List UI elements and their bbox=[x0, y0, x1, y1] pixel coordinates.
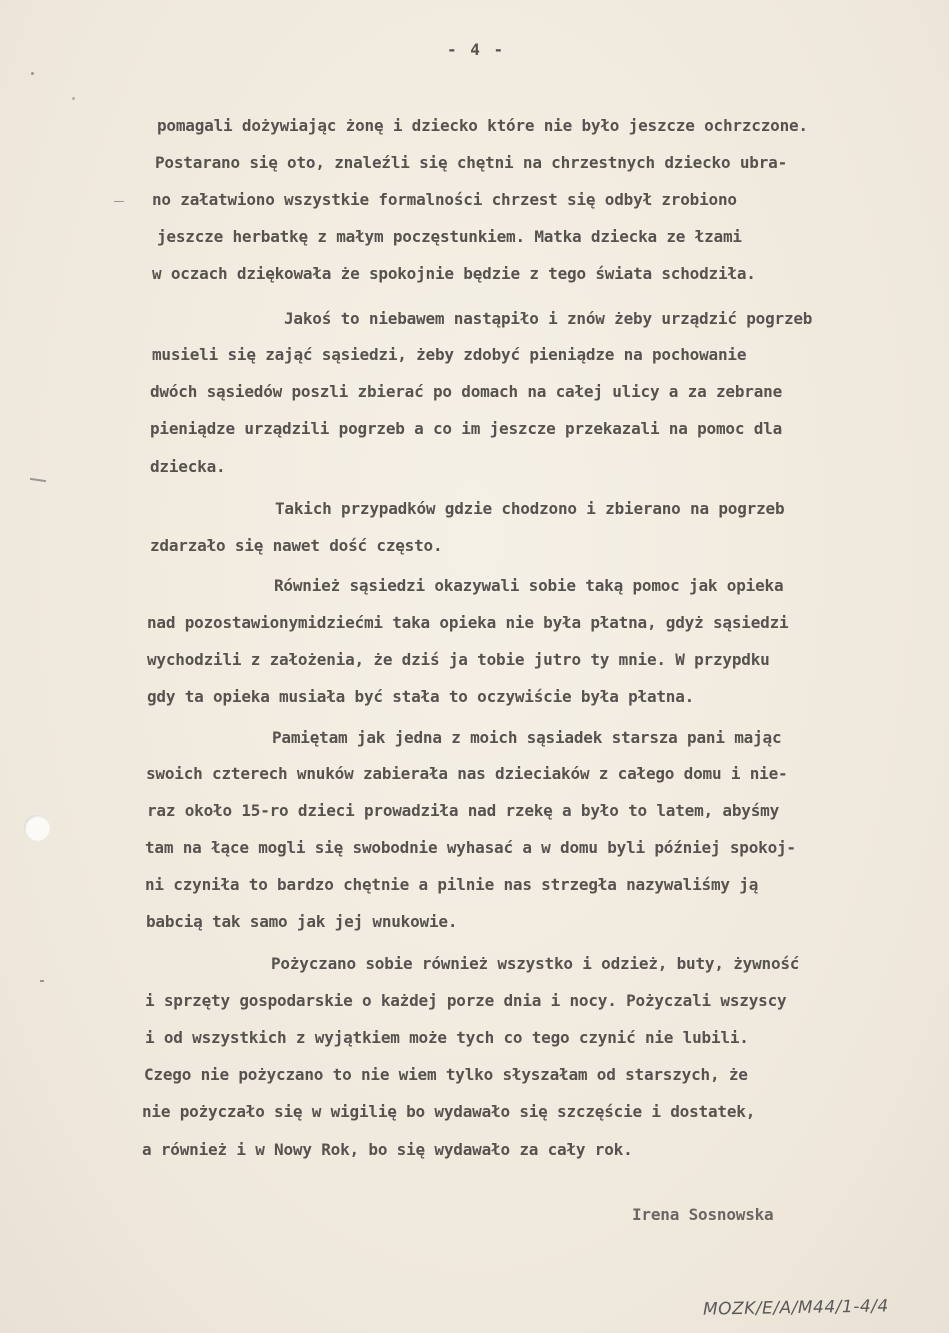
text-line: Również sąsiedzi okazywali sobie taką pomoc jak opieka bbox=[274, 576, 784, 595]
text-line: dwóch sąsiedów poszli zbierać po domach na całej ulicy a za zebrane bbox=[150, 382, 782, 401]
text-line: Czego nie pożyczano to nie wiem tylko słyszałam od starszych, że bbox=[144, 1065, 748, 1084]
text-line: no załatwiono wszystkie formalności chrzest się odbył zrobiono bbox=[152, 190, 737, 209]
text-line: nad pozostawionymidziećmi taka opieka nie była płatna, gdyż sąsiedzi bbox=[147, 613, 789, 632]
text-line: babcią tak samo jak jej wnukowie. bbox=[146, 912, 458, 931]
paper-mark bbox=[30, 478, 46, 482]
paper-speck bbox=[31, 72, 34, 75]
text-line: pieniądze urządzili pogrzeb a co im jeszcze przekazali na pomoc dla bbox=[150, 419, 782, 438]
text-line: Pamiętam jak jedna z moich sąsiadek starsza pani mając bbox=[272, 728, 782, 747]
paper-mark bbox=[40, 980, 44, 982]
text-line: ni czyniła to bardzo chętnie a pilnie nas strzegła nazywaliśmy ją bbox=[145, 875, 759, 894]
text-line: nie pożyczało się w wigilię bo wydawało się szczęście i dostatek, bbox=[142, 1102, 756, 1121]
text-line: raz około 15-ro dzieci prowadziła nad rzekę a było to latem, abyśmy bbox=[147, 801, 779, 820]
text-line: wychodzili z założenia, że dziś ja tobie jutro ty mnie. W przypdku bbox=[147, 650, 770, 669]
text-line: w oczach dziękowała że spokojnie będzie z tego świata schodziła. bbox=[152, 264, 756, 283]
paper-mark bbox=[114, 201, 124, 202]
archive-code: MOZK/E/A/M44/1-4/4 bbox=[702, 1296, 889, 1320]
text-line: Pożyczano sobie również wszystko i odzież, buty, żywność bbox=[271, 954, 800, 973]
text-line: Jakoś to niebawem nastąpiło i znów żeby urządzić pogrzeb bbox=[284, 309, 813, 328]
text-line: swoich czterech wnuków zabierała nas dzieciaków z całego domu i nie- bbox=[146, 764, 788, 783]
text-line: i od wszystkich z wyjątkiem może tych co tego czynić nie lubili. bbox=[145, 1028, 749, 1047]
paper-speck bbox=[72, 97, 75, 100]
text-line: tam na łące mogli się swobodnie wyhasać a w domu byli później spokoj- bbox=[145, 838, 796, 857]
text-line: gdy ta opieka musiała być stała to oczywiście była płatna. bbox=[147, 687, 695, 706]
punch-hole bbox=[24, 815, 50, 841]
signature: Irena Sosnowska bbox=[632, 1205, 774, 1224]
text-line: Takich przypadków gdzie chodzono i zbierano na pogrzeb bbox=[275, 499, 785, 518]
text-line: pomagali dożywiając żonę i dziecko które nie było jeszcze ochrzczone. bbox=[157, 116, 808, 135]
text-line: dziecka. bbox=[150, 457, 226, 476]
text-line: Postarano się oto, znaleźli się chętni na chrzestnych dziecko ubra- bbox=[155, 153, 787, 172]
text-line: jeszcze herbatkę z małym poczęstunkiem. Matka dziecka ze łzami bbox=[157, 227, 742, 246]
text-line: musieli się zająć sąsiedzi, żeby zdobyć pieniądze na pochowanie bbox=[152, 345, 747, 364]
text-line: i sprzęty gospodarskie o każdej porze dnia i nocy. Pożyczali wszyscy bbox=[145, 991, 787, 1010]
page-number: - 4 - bbox=[447, 40, 506, 59]
text-line: zdarzało się nawet dość często. bbox=[150, 536, 443, 555]
text-line: a również i w Nowy Rok, bo się wydawało za cały rok. bbox=[142, 1140, 633, 1159]
